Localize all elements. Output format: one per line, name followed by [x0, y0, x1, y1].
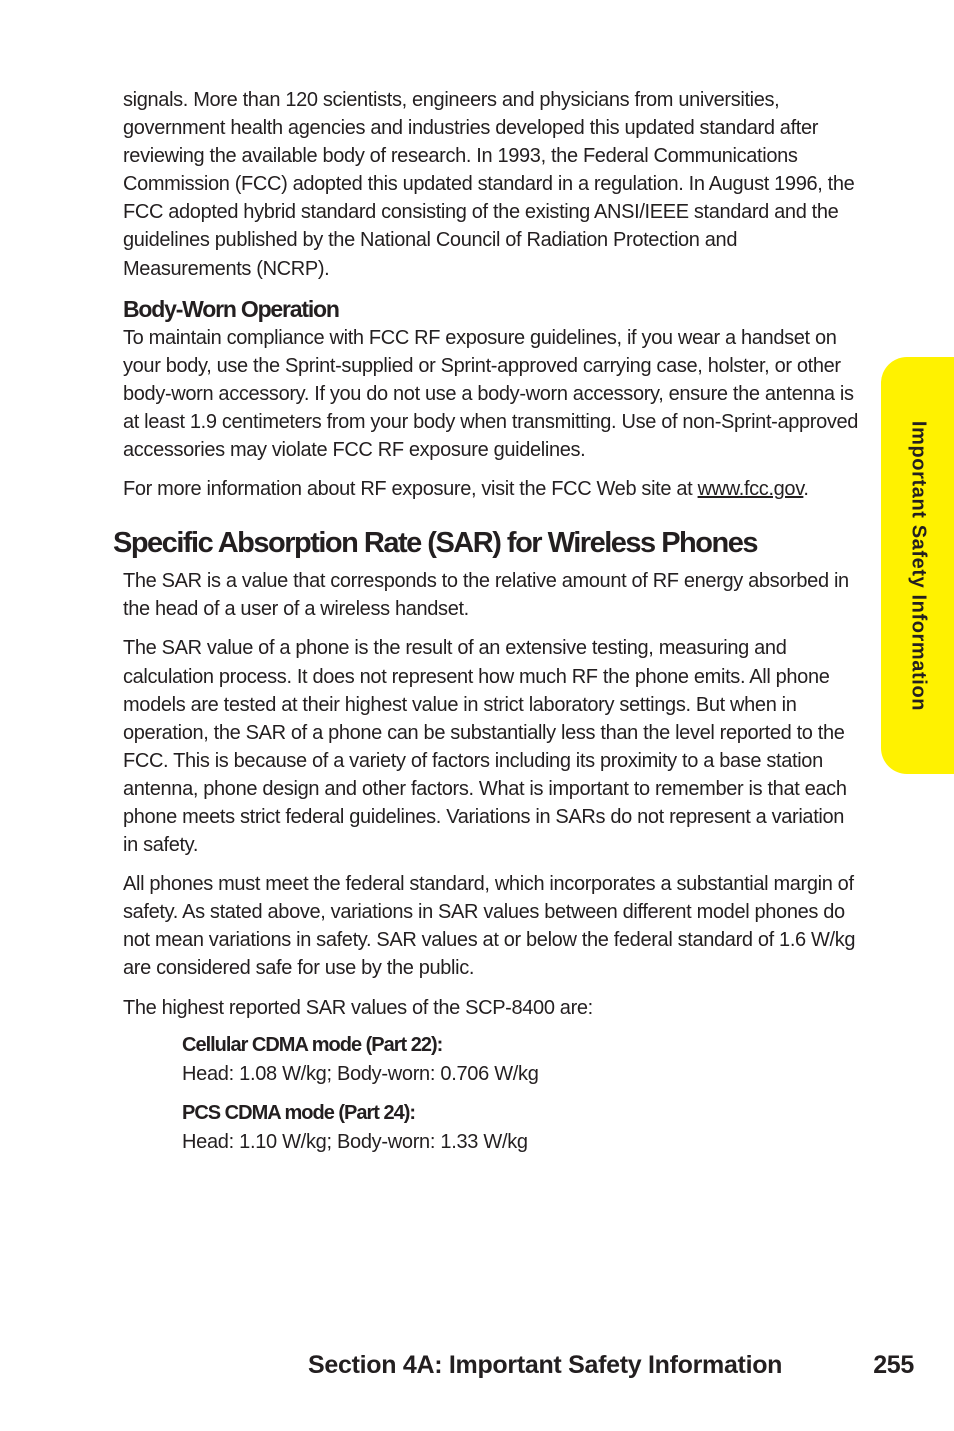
side-tab-label: Important Safety Information [907, 420, 929, 711]
pcs-mode-label: PCS CDMA mode (Part 24): [182, 1101, 416, 1124]
footer-section-title: Section 4A: Important Safety Information [308, 1351, 783, 1379]
fcc-website-link[interactable]: www.fcc.gov [697, 478, 804, 501]
sar-paragraph-2: The SAR value of a phone is the result of an extensive testing, measuring and calculation process. It does not represent how much RF the phone emits. All phone models are tested at their highest value in strict laboratory settings. But when in operation, the SAR of a phone can be substantially less than the level reported to the FCC. This is because of a variety of factors including its proximity to a base station antenna, phone design and other factors. What is important to remember is that each phone meets strict federal guidelines. Variations in SARs do not represent a variation in safety. [123, 637, 847, 857]
body-worn-paragraph: To maintain compliance with FCC RF exposure guidelines, if you wear a handset on your body, use the Sprint-supplied or Sprint-approved carrying case, holster, or other body-worn accessory. If you do not use a body-worn accessory, ensure the antenna is at least 1.9 centimeters from your body when transmitting. Use of non-Sprint-approved accessories may violate FCC RF exposure guidelines. [123, 326, 859, 462]
page-content [113, 86, 863, 1166]
cellular-mode-value: Head: 1.08 W/kg; Body-worn: 0.706 W/kg [182, 1062, 539, 1085]
sar-values [182, 1030, 863, 1156]
more-info-paragraph [123, 475, 863, 503]
cellular-mode-label: Cellular CDMA mode (Part 22): [182, 1033, 443, 1056]
more-info-period: . [803, 478, 809, 501]
intro-paragraph: signals. More than 120 scientists, engineers and physicians from universities, government health agencies and industries developed this updated standard after reviewing the available body of research. In 1993, the Federal Communications Commission (FCC) adopted this updated standard in a regulation. In August 1996, the FCC adopted hybrid standard consisting of the existing ANSI/IEEE standard and the guidelines published by the National Council of Radiation Protection and Measurements (NCRP). [123, 89, 855, 280]
body-worn-heading: Body-Worn Operation [123, 295, 339, 322]
page-number: 255 [873, 1351, 914, 1379]
sar-paragraph-3: All phones must meet the federal standard, which incorporates a substantial margin of safety. As stated above, variations in SAR values between different model phones do not mean variations in safety. SAR values at or below the federal standard of 1.6 W/kg are considered safe for use by the public. [123, 873, 856, 980]
section-side-tab [881, 357, 954, 774]
page-footer [308, 1348, 914, 1382]
sar-paragraph-4: The highest reported SAR values of the SCP-8400 are: [123, 996, 593, 1019]
sar-heading: Specific Absorption Rate (SAR) for Wireless Phones [113, 527, 757, 560]
pcs-mode-value: Head: 1.10 W/kg; Body-worn: 1.33 W/kg [182, 1130, 528, 1153]
sar-paragraph-1: The SAR is a value that corresponds to the relative amount of RF energy absorbed in the head of a user of a wireless handset. [123, 570, 849, 621]
more-info-text: For more information about RF exposure, visit the FCC Web site at [123, 478, 693, 501]
